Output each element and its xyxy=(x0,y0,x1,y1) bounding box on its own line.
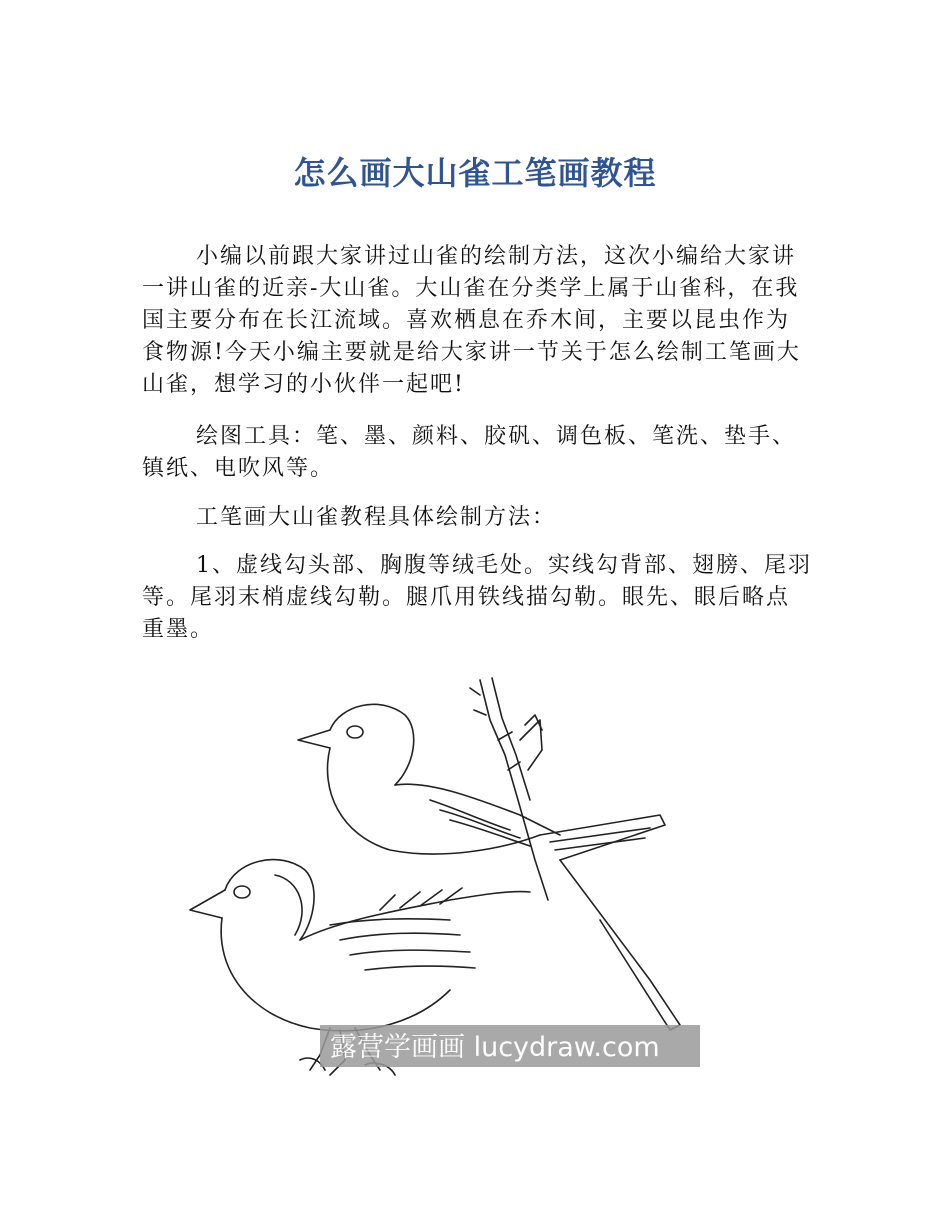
paragraph-tools: 绘图工具：笔、墨、颜料、胶矾、调色板、笔洗、垫手、镇纸、电吹风等。 xyxy=(142,424,797,481)
lower-bird-body xyxy=(221,918,450,1031)
page-title: 怎么画大山雀工笔画教程 xyxy=(293,154,657,192)
branch xyxy=(480,680,548,900)
upper-bird-tail xyxy=(540,815,665,860)
paragraph-step-1: 1、虚线勾头部、胸腹等绒毛处。实线勾背部、翅膀、尾羽等。尾羽末梢虚线勾勒。腿爪用铁线描勾勒。眼先、眼后略点重墨。 xyxy=(142,553,812,642)
paragraph-method-heading: 工笔画大山雀教程具体绘制方法： xyxy=(196,505,557,530)
watermark-text: 露营学画画 lucydraw.com xyxy=(330,1032,660,1063)
upper-bird-head xyxy=(330,704,414,785)
watermark-band xyxy=(320,1025,700,1067)
paragraph-intro: 小编以前跟大家讲过山雀的绘制方法，这次小编给大家讲一讲山雀的近亲-大山雀。大山雀在分类学上属于山雀科，在我国主要分布在长江流域。喜欢栖息在乔木间，主要以昆虫作为食物源!今天小编主要就是给大家讲一节关于怎么绘制工笔画大山雀，想学习的小伙伴一起吧! xyxy=(142,244,801,397)
bird-line-drawing xyxy=(180,660,710,1085)
bird-drawing-svg xyxy=(180,660,710,1085)
